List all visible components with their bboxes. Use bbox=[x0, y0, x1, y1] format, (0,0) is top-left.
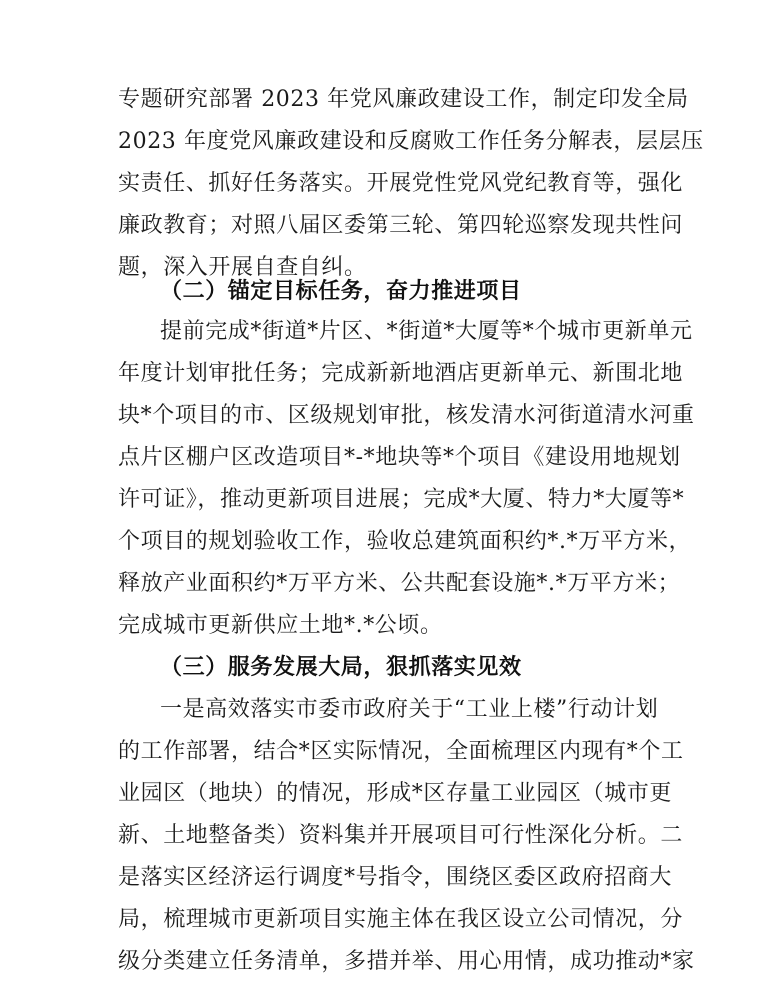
paragraph-2-line-2: 年度计划审批任务；完成新新地酒店更新单元、新围北地 bbox=[118, 361, 684, 386]
section-heading-3: （三）服务发展大局，狠抓落实见效 bbox=[160, 655, 522, 680]
paragraph-3-line-2: 的工作部署，结合*区实际情况，全面梳理区内现有*个工 bbox=[118, 739, 684, 764]
paragraph-3-line-4: 新、土地整备类）资料集并开展项目可行性深化分析。二 bbox=[118, 823, 684, 848]
paragraph-1-line-1: 专题研究部署 2023 年党风廉政建设工作，制定印发全局 bbox=[118, 87, 689, 112]
paragraph-1-line-5: 题，深入开展自查自纠。 bbox=[118, 255, 367, 280]
paragraph-2-line-4: 点片区棚户区改造项目*-*地块等*个项目《建设用地规划 bbox=[118, 445, 681, 470]
paragraph-2-line-6: 个项目的规划验收工作，验收总建筑面积约*.*万平方米， bbox=[118, 529, 692, 554]
section-heading-2: （二）锚定目标任务，奋力推进项目 bbox=[160, 279, 522, 304]
paragraph-2-line-3: 块*个项目的市、区级规划审批，核发清水河街道清水河重 bbox=[118, 403, 695, 428]
paragraph-2-line-8: 完成城市更新供应土地*.*公顷。 bbox=[118, 613, 443, 638]
paragraph-2-line-7: 释放产业面积约*万平方米、公共配套设施*.*万平方米； bbox=[118, 571, 681, 596]
paragraph-3-line-3: 业园区（地块）的情况，形成*区存量工业园区（城市更 bbox=[118, 781, 673, 806]
paragraph-3-line-7: 级分类建立任务清单，多措并举、用心用情，成功推动*家 bbox=[118, 949, 695, 974]
paragraph-1-line-3: 实责任、抓好任务落实。开展党性党风党纪教育等，强化 bbox=[118, 171, 684, 196]
paragraph-2-line-1: 提前完成*街道*片区、*街道*大厦等*个城市更新单元 bbox=[160, 319, 693, 344]
paragraph-3-line-6: 局，梳理城市更新项目实施主体在我区设立公司情况，分 bbox=[118, 907, 684, 932]
paragraph-1-line-4: 廉政教育；对照八届区委第三轮、第四轮巡察发现共性问 bbox=[118, 213, 684, 238]
paragraph-3-line-1: 一是高效落实市委市政府关于“工业上楼”行动计划 bbox=[160, 697, 659, 722]
paragraph-3-line-5: 是落实区经济运行调度*号指令，围绕区委区政府招商大 bbox=[118, 865, 673, 890]
paragraph-2-line-5: 许可证》，推动更新项目进展；完成*大厦、特力*大厦等* bbox=[118, 487, 685, 512]
paragraph-1-line-2: 2023 年度党风廉政建设和反腐败工作任务分解表，层层压 bbox=[118, 129, 704, 154]
